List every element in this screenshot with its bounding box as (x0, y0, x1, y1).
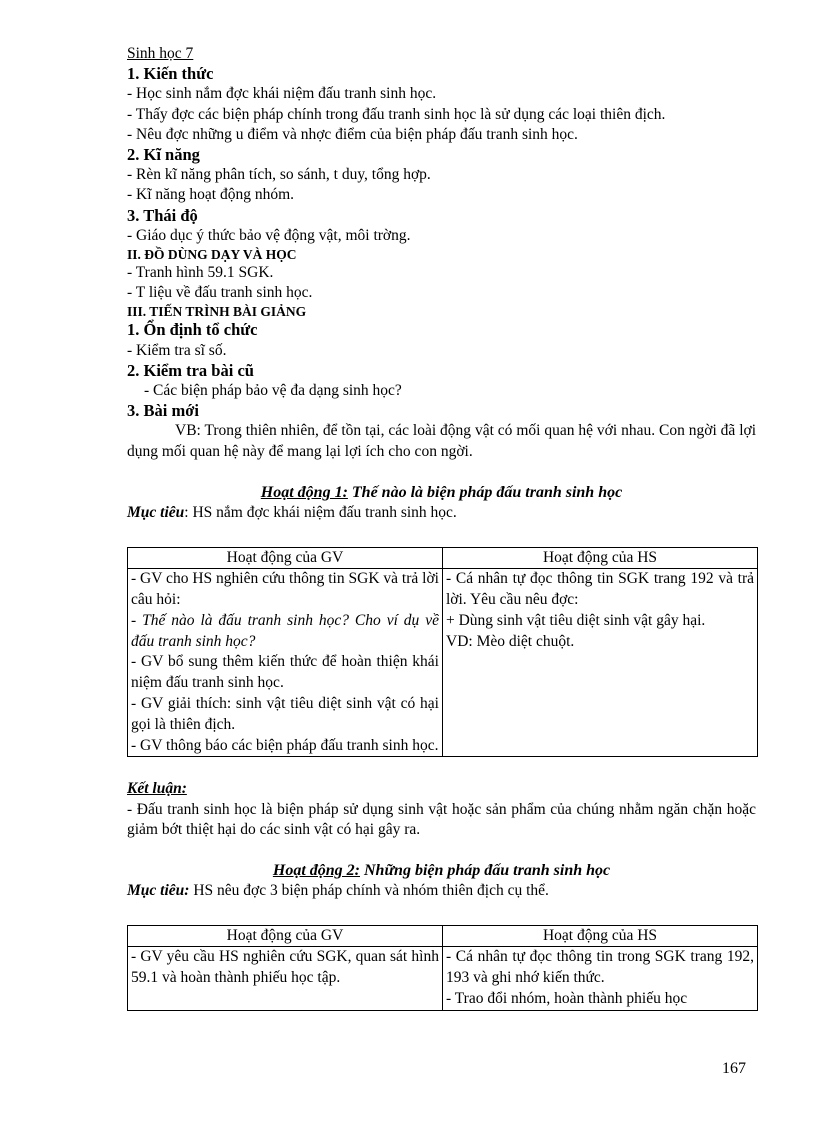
knowledge-line-1: - Học sinh nắm đợc khái niệm đấu tranh sinh học. (127, 85, 437, 103)
activity1-header-gv: Hoạt động của GV (128, 548, 443, 569)
new-lesson-title: 3. Bài mới (127, 401, 199, 421)
conclusion-text: - Đấu tranh sinh học là biện pháp sử dụng sinh vật hoặc sản phẩm của chúng nhằm ngăn chặn hoặc giảm bớt thiệt hại do các sinh vật có hại gây ra. (127, 800, 756, 838)
materials-line-2: - T liệu về đấu tranh sinh học. (127, 284, 313, 302)
section-attitude-title: 3. Thái độ (127, 205, 198, 225)
skills-line-1: - Rèn kĩ năng phân tích, so sánh, t duy, tổng hợp. (127, 166, 431, 184)
page-number: 167 (722, 1060, 746, 1077)
knowledge-line-2: - Thấy đợc các biện pháp chính trong đấu tranh sinh học là sử dụng các loại thiên địch. (127, 105, 666, 123)
activity2-hs-line-2: - Trao đổi nhóm, hoàn thành phiếu học (446, 990, 688, 1008)
section-knowledge-title: 1. Kiến thức (127, 64, 214, 84)
activity1-hs-line-1: - Cá nhân tự đọc thông tin SGK trang 192 và trả lời. Yêu cầu nêu đợc: (446, 570, 754, 609)
activity2-gv-line-1: - GV yêu cầu HS nghiên cứu SGK, quan sát hình 59.1 và hoàn thành phiếu học tập. (131, 948, 439, 987)
activity1-table (127, 547, 758, 757)
activity2-title-text: Những biện pháp đấu tranh sinh học (360, 862, 611, 880)
activity1-header-hs: Hoạt động của HS (443, 548, 758, 569)
conclusion-label: Kết luận: (127, 780, 187, 798)
skills-line-2: - Kĩ năng hoạt động nhóm. (127, 186, 295, 204)
subject-header: Sinh học 7 (127, 45, 194, 62)
stabilize-title: 1. Ổn định tổ chức (127, 320, 258, 340)
activity2-hs-cell (443, 947, 758, 1010)
activity1-hs-line-3: VD: Mèo diệt chuột. (446, 632, 575, 650)
activity1-gv-line-5: - GV thông báo các biện pháp đấu tranh sinh học. (131, 736, 439, 754)
activity1-hs-line-2: + Dùng sinh vật tiêu diệt sinh vật gây hại. (446, 611, 706, 629)
review-title: 2. Kiểm tra bài cũ (127, 360, 254, 380)
stabilize-line-1: - Kiểm tra sĩ số. (127, 341, 227, 359)
activity1-title (127, 483, 756, 503)
activity2-hs-line-1: - Cá nhân tự đọc thông tin trong SGK trang 192, 193 và ghi nhớ kiến thức. (446, 948, 754, 987)
activity2-goal-label: Mục tiêu: (127, 882, 190, 900)
activity2-table (127, 925, 758, 1010)
section-skills-title: 2. Kĩ năng (127, 145, 200, 165)
activity1-hs-cell (443, 569, 758, 757)
section-process-title: III. TIẾN TRÌNH BÀI GIẢNG (127, 304, 307, 320)
activity2-title (127, 861, 756, 881)
activity1-title-label: Hoạt động 1: (260, 483, 348, 501)
activity1-gv-line-2: - Thế nào là đấu tranh sinh học? Cho ví dụ về đấu tranh sinh học? (131, 611, 439, 650)
activity2-header-gv: Hoạt động của GV (128, 926, 443, 947)
activity1-goal (127, 503, 756, 523)
activity2-goal-text: HS nêu đợc 3 biện pháp chính và nhóm thiên địch cụ thể. (189, 882, 549, 900)
attitude-line-1: - Giáo dục ý thức bảo vệ động vật, môi trờng. (127, 226, 411, 244)
activity2-header-hs: Hoạt động của HS (443, 926, 758, 947)
activity2-gv-cell (128, 947, 443, 1010)
section-materials-title: II. ĐỒ DÙNG DẠY VÀ HỌC (127, 247, 297, 263)
activity1-title-text: Thế nào là biện pháp đấu tranh sinh học (347, 483, 623, 501)
activity1-goal-text: : HS nắm đợc khái niệm đấu tranh sinh học. (184, 504, 457, 522)
activity2-goal (127, 881, 756, 901)
activity1-gv-cell (128, 569, 443, 757)
knowledge-line-3: - Nêu đợc những u điểm và nhợc điểm của biện pháp đấu tranh sinh học. (127, 125, 578, 143)
activity1-gv-line-3: - GV bổ sung thêm kiến thức để hoàn thiện khái niệm đấu tranh sinh học. (131, 653, 439, 692)
activity1-gv-line-1: - GV cho HS nghiên cứu thông tin SGK và trả lời câu hỏi: (131, 570, 439, 609)
activity1-gv-line-4: - GV giải thích: sinh vật tiêu diệt sinh vật có hại gọi là thiên địch. (131, 695, 439, 733)
document-page (127, 44, 756, 1011)
review-line-1: - Các biện pháp bảo vệ đa dạng sinh học? (144, 382, 402, 400)
activity1-goal-label: Mục tiêu (127, 504, 185, 522)
new-lesson-intro: VB: Trong thiên nhiên, để tồn tại, các loài động vật có mối quan hệ với nhau. Con ngời đã lợi dụng mối quan hệ này để mang lại lợi ích cho con ngời. (127, 422, 756, 460)
materials-line-1: - Tranh hình 59.1 SGK. (127, 264, 274, 282)
activity2-title-label: Hoạt động 2: (272, 862, 360, 880)
